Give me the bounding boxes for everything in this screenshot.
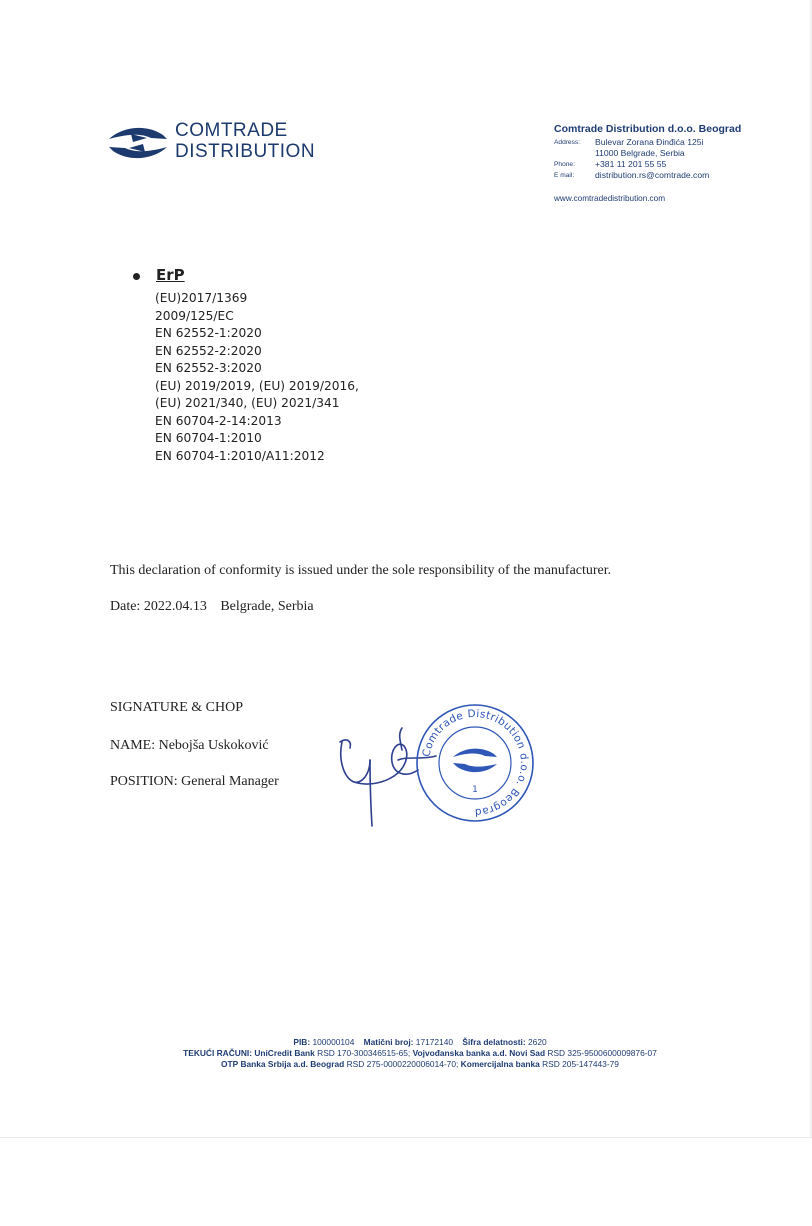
pib-value: 100000104 (312, 1037, 355, 1047)
issue-place: Belgrade, Serbia (220, 599, 314, 614)
stamp-ring-text: Comtrade Distribution d.o.o. Beograd (420, 707, 531, 819)
stamp-logo-icon (453, 749, 497, 773)
mb-label: Matični broj: (363, 1037, 414, 1047)
standard-item: EN 60704-2-14:2013 (155, 413, 282, 428)
stamp-number: 1 (472, 785, 478, 795)
address-line-1: Bulevar Zorana Đinđića 125i (595, 137, 704, 147)
bank-1: UniCredit Bank (254, 1048, 315, 1058)
footer-line-2 (100, 1048, 740, 1059)
page-bottom-edge (0, 1137, 812, 1138)
account-3: RSD 275-0000220006014-70; (346, 1059, 459, 1069)
phone-number: +381 11 201 55 55 (595, 159, 667, 169)
company-stamp (412, 700, 538, 826)
mb-value: 17172140 (415, 1037, 454, 1047)
bank-4: Komercijalna banka (460, 1059, 540, 1069)
standard-item: EN 60704-1:2010 (155, 431, 262, 445)
footer-line-1 (100, 1037, 740, 1048)
bank-2: Vojvođanska banka a.d. Novi Sad (412, 1048, 546, 1058)
bank-3: OTP Banka Srbija a.d. Beograd (221, 1059, 345, 1069)
account-4: RSD 205-147443-79 (542, 1059, 619, 1069)
signatory-position: POSITION: General Manager (110, 774, 279, 789)
signatory-name: NAME: Nebojša Uskoković (110, 738, 269, 753)
svg-text:Comtrade Distribution d.o.o. B (420, 708, 530, 818)
bullet-icon (133, 273, 140, 280)
sd-value: 2620 (528, 1037, 547, 1047)
logo-line-1: COMTRADE (175, 120, 288, 141)
footer-registration (100, 1037, 740, 1070)
footer-line-3 (100, 1059, 740, 1070)
company-website: www.comtradedistribution.com (554, 194, 666, 203)
standard-item: EN 62552-3:2020 (155, 361, 262, 375)
email-address: distribution.rs@comtrade.com (595, 170, 710, 180)
account-1: RSD 170-300346515-65; (317, 1048, 411, 1058)
standard-item: (EU) 2021/340, (EU) 2021/341 (155, 396, 340, 410)
address-row-2 (554, 148, 741, 159)
pib-label: PIB: (293, 1037, 311, 1047)
standard-item: EN 62552-1:2020 (155, 326, 262, 340)
account-2: RSD 325-9500600009876-07 (547, 1048, 657, 1058)
company-contact-block (554, 123, 741, 203)
standard-item: EN 62552-2:2020 (155, 343, 262, 358)
date-line (110, 599, 314, 615)
signature-heading: SIGNATURE & CHOP (110, 700, 244, 715)
comtrade-logo-icon (107, 122, 169, 164)
standard-item: (EU) 2019/2019, (EU) 2019/2016, (155, 378, 359, 393)
declaration-statement: This declaration of conformity is issued under the sole responsibility of the manufacturer. (110, 563, 612, 578)
standard-item: (EU)2017/1369 (155, 291, 248, 305)
sd-label: Šifra delatnosti: (462, 1037, 526, 1047)
address-row (554, 137, 741, 148)
accounts-label: TEKUĆI RAČUNI: (183, 1048, 252, 1058)
phone-label: Phone: (554, 161, 575, 168)
logo-wordmark (175, 120, 315, 162)
address-label: Address: (554, 139, 581, 146)
address-line-2: 11000 Belgrade, Serbia (595, 148, 685, 158)
email-label: E mail: (554, 172, 575, 179)
standard-item: 2009/125/EC (155, 308, 234, 323)
email-row (554, 170, 741, 181)
logo-line-2: DISTRIBUTION (175, 141, 316, 162)
issue-date: Date: 2022.04.13 (110, 599, 207, 614)
phone-row (554, 159, 741, 170)
erp-title: ErP (156, 266, 185, 284)
standard-item: EN 60704-1:2010/A11:2012 (155, 448, 325, 463)
company-logo (107, 120, 327, 166)
company-name: Comtrade Distribution d.o.o. Beograd (554, 123, 742, 135)
standards-list (155, 290, 359, 465)
